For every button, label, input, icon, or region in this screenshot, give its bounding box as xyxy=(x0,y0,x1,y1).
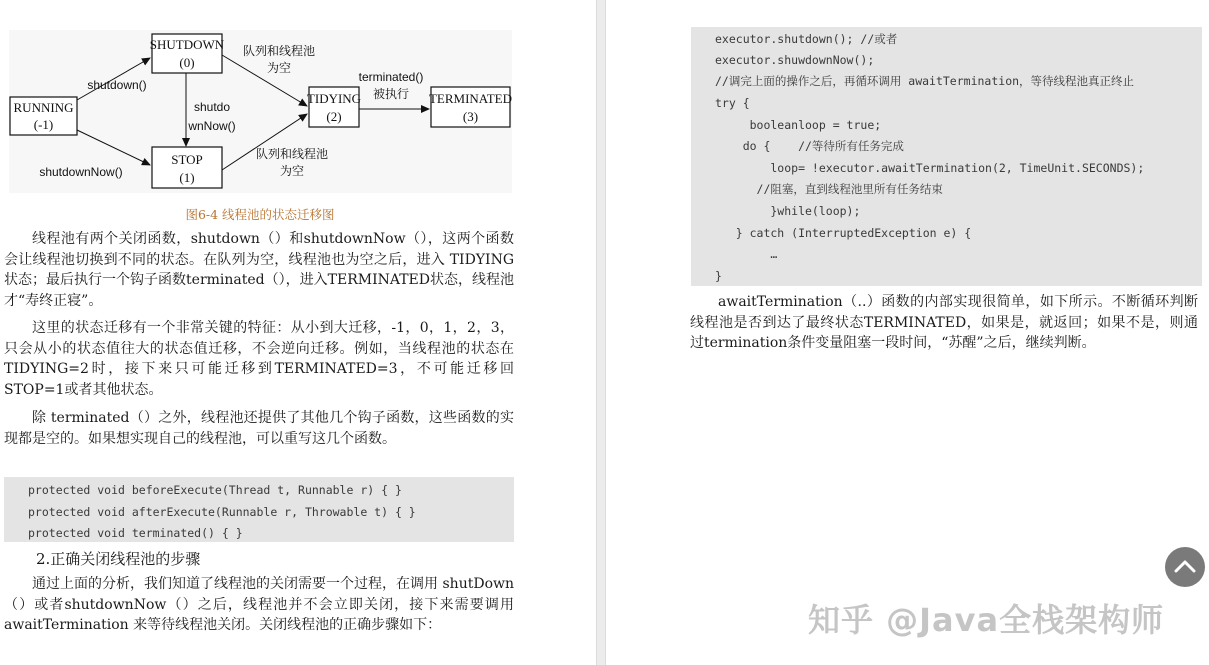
code-line: protected void terminated() { } xyxy=(28,526,243,540)
label-queue-empty-1a: 队列和线程池 xyxy=(242,44,316,58)
label-terminated-1: terminated() xyxy=(358,70,424,84)
state-running xyxy=(10,97,77,135)
paragraph-1: 线程池有两个关闭函数，shutdown（）和shutdownNow（），这两个函数会让线程池切换到不同的状态。在队列为空，线程池也为空之后，进入 TIDYING 状态；最后执行一个钩子函数terminated（），进入TERMINATED状态，线程池才“寿终正寝”。 xyxy=(4,231,514,309)
paragraph-4: 通过上面的分析，我们知道了线程池的关闭需要一个过程，在调用 shutDown（）或者shutdownNow（）之后，线程池并不会立即关闭，接下来需要调用 awaitTermination 来等待线程池关闭。关闭线程池的正确步骤如下： xyxy=(4,576,514,634)
scroll-to-top-button[interactable] xyxy=(1165,547,1205,587)
state-shutdown xyxy=(150,34,225,73)
state-stop xyxy=(152,147,222,188)
label-queue-empty-1b: 为空 xyxy=(266,61,292,75)
code-line: protected void beforeExecute(Thread t, Runnable r) { } xyxy=(28,483,402,497)
svg-text:(0): (0) xyxy=(179,55,195,70)
figure-caption: 图6-4 线程池的状态迁移图 xyxy=(185,207,335,222)
code-line: }while(loop); xyxy=(715,204,861,218)
svg-text:SHUTDOWN: SHUTDOWN xyxy=(149,37,225,52)
svg-text:TIDYING: TIDYING xyxy=(306,91,362,106)
arrow-shutdown-tidying xyxy=(222,55,307,106)
label-shutdown: shutdown() xyxy=(87,78,147,92)
svg-text:(3): (3) xyxy=(462,109,479,124)
state-tidying xyxy=(307,87,361,127)
code-block-shutdown xyxy=(691,27,1202,286)
label-queue-empty-2a: 队列和线程池 xyxy=(255,147,329,161)
state-terminated xyxy=(429,87,512,127)
label-shutdown-now: shutdownNow() xyxy=(39,165,123,179)
chevron-up-icon xyxy=(1174,557,1196,577)
code-block-hooks xyxy=(4,477,514,542)
watermark: 知乎 @Java全栈架构师 xyxy=(808,601,1165,639)
svg-text:(-1): (-1) xyxy=(33,117,54,132)
page-gutter xyxy=(596,0,606,665)
paragraph-3: 除 terminated（）之外，线程池还提供了其他几个钩子函数，这些函数的实现都是空的。如果想实现自己的线程池，可以重写这几个函数。 xyxy=(4,410,514,447)
code-line: //阻塞，直到线程池里所有任务结束 xyxy=(715,182,943,196)
label-shutdown-now-split-2: wnNow() xyxy=(188,119,236,133)
svg-text:STOP: STOP xyxy=(171,152,203,167)
code-line: try { xyxy=(715,96,750,110)
label-shutdown-now-split-1: shutdo xyxy=(193,100,231,114)
arrow-running-stop xyxy=(77,130,150,165)
right-page xyxy=(606,0,1209,665)
svg-text:(2): (2) xyxy=(326,109,342,124)
svg-text:RUNNING: RUNNING xyxy=(13,100,74,115)
code-line: loop= !executor.awaitTermination(2, TimeUnit.SECONDS); xyxy=(715,161,1145,175)
state-diagram xyxy=(9,30,512,193)
code-line: executor.shuwdownNow(); xyxy=(715,53,875,67)
code-line: do { //等待所有任务完成 xyxy=(715,139,904,153)
code-line: //调完上面的操作之后，再循环调用 awaitTermination，等待线程池真正终止 xyxy=(715,74,1135,88)
left-page xyxy=(0,0,596,665)
code-line: … xyxy=(715,247,778,261)
code-line: } xyxy=(715,269,722,283)
svg-text:TERMINATED: TERMINATED xyxy=(428,91,512,106)
label-terminated-2: 被执行 xyxy=(372,87,410,101)
paragraph-await: awaitTermination（..）函数的内部实现很简单，如下所示。不断循环判断线程池是否到达了最终状态TERMINATED，如果是，就返回；如果不是，则通过termination条件变量阻塞一段时间，“苏醒”之后，继续判断。 xyxy=(690,294,1198,352)
label-queue-empty-2b: 为空 xyxy=(279,164,305,178)
code-line: booleanloop = true; xyxy=(715,118,882,132)
svg-text:(1): (1) xyxy=(179,170,195,185)
code-line: executor.shutdown(); //或者 xyxy=(715,32,898,46)
paragraph-2: 这里的状态迁移有一个非常关键的特征：从小到大迁移，-1，0，1，2，3，只会从小的状态值往大的状态值迁移，不会逆向迁移。例如，当线程池的状态在TIDYING=2时，接下来只可能迁移到TERMINATED=3，不可能迁移回STOP=1或者其他状态。 xyxy=(4,320,514,398)
code-line: } catch (InterruptedException e) { xyxy=(715,226,972,240)
code-line: protected void afterExecute(Runnable r, Throwable t) { } xyxy=(28,505,416,519)
section-heading: 2.正确关闭线程池的步骤 xyxy=(36,550,201,568)
